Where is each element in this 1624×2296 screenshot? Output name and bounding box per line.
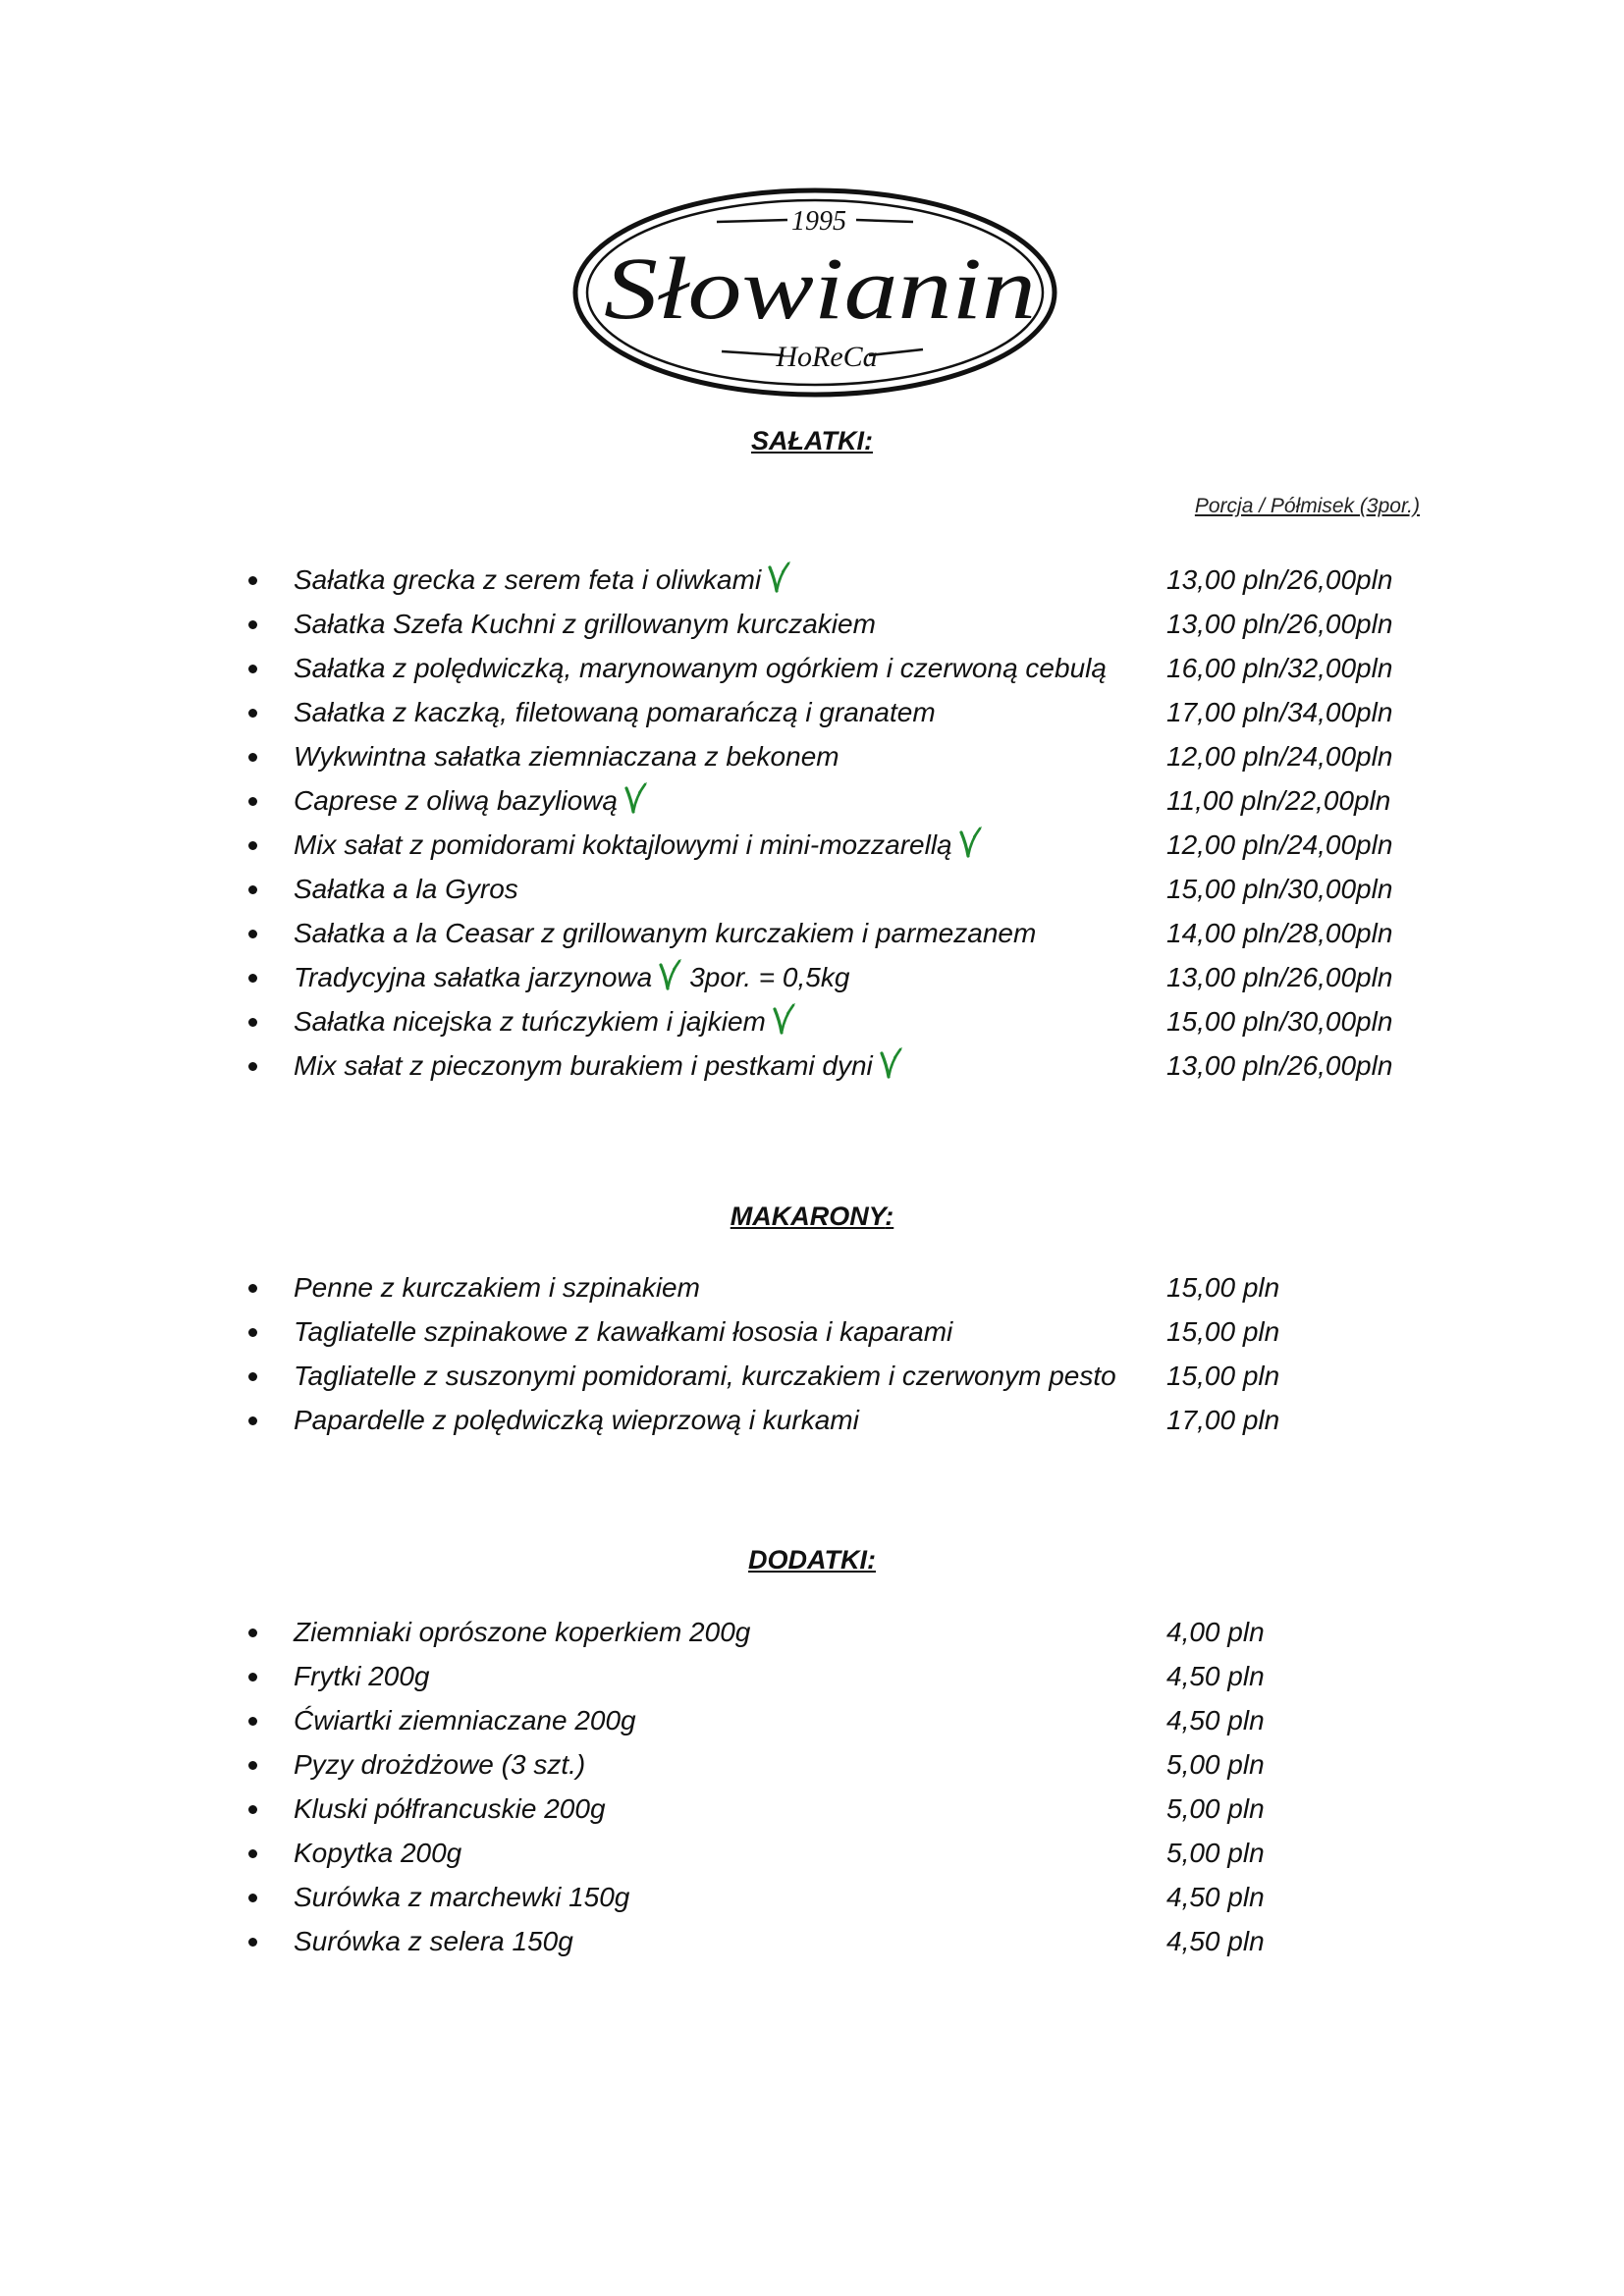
vegetarian-leaf-icon	[877, 1045, 904, 1079]
menu-item-name-wrap	[294, 1698, 636, 1742]
menu-item-name-wrap	[294, 690, 936, 734]
salads-price-column-header: Porcja / Półmisek (3por.)	[1194, 495, 1420, 517]
menu-item-price: 11,00 pln/22,00pln	[1166, 785, 1391, 816]
menu-item-price: 17,00 pln/34,00pln	[1166, 697, 1393, 727]
menu-item-name-wrap	[294, 911, 1036, 955]
menu-item-name-wrap	[294, 558, 792, 602]
menu-item-name-wrap	[294, 1610, 750, 1654]
menu-item-name: Sałatka z polędwiczką, marynowanym ogórkiem i czerwoną cebulą	[294, 653, 1107, 683]
menu-item-name-wrap	[294, 1742, 585, 1787]
vegetarian-leaf-icon	[956, 825, 984, 858]
bullet-icon	[248, 1284, 257, 1293]
menu-item	[0, 1309, 1624, 1354]
logo-name: Słowianin	[604, 240, 1036, 338]
menu-item-price: 13,00 pln/26,00pln	[1166, 609, 1393, 639]
sides-list	[0, 1610, 1624, 1963]
bullet-icon	[248, 1629, 257, 1637]
menu-item-name-wrap	[294, 1875, 629, 1919]
menu-item-price: 13,00 pln/26,00pln	[1166, 564, 1393, 595]
menu-item-name: Frytki 200g	[294, 1661, 430, 1691]
menu-item-name-wrap	[294, 999, 797, 1043]
menu-item-name-wrap	[294, 1787, 606, 1831]
bullet-icon	[248, 1416, 257, 1425]
sides-title-colon: :	[867, 1545, 876, 1575]
menu-item-price: 15,00 pln/30,00pln	[1166, 1006, 1393, 1037]
menu-item	[0, 1043, 1624, 1088]
menu-item-name: Sałatka a la Ceasar z grillowanym kurczakiem i parmezanem	[294, 918, 1037, 948]
menu-item	[0, 1742, 1624, 1787]
menu-item-price: 17,00 pln	[1166, 1405, 1280, 1435]
bullet-icon	[248, 1717, 257, 1726]
menu-item	[0, 778, 1624, 823]
menu-item-name-wrap	[294, 823, 984, 867]
pasta-title: MAKARONY	[730, 1201, 886, 1231]
vegetarian-leaf-icon	[770, 1001, 797, 1035]
menu-item-name: Papardelle z polędwiczką wieprzową i kurkami	[294, 1405, 859, 1435]
menu-item	[0, 823, 1624, 867]
menu-item-name: Surówka z marchewki 150g	[294, 1882, 630, 1912]
menu-item-name-wrap	[294, 1354, 1116, 1398]
menu-item-name: Sałatka Szefa Kuchni z grillowanym kurczakiem	[294, 609, 876, 639]
menu-item	[0, 602, 1624, 646]
menu-item-price: 15,00 pln	[1166, 1316, 1280, 1347]
menu-item-portion-note: 3por. = 0,5kg	[689, 962, 850, 992]
menu-item-name-wrap	[294, 778, 649, 823]
menu-item-name-wrap	[294, 646, 1107, 690]
bullet-icon	[248, 620, 257, 629]
bullet-icon	[248, 709, 257, 718]
bullet-icon	[248, 797, 257, 806]
menu-item	[0, 734, 1624, 778]
menu-item-name: Kluski półfrancuskie 200g	[294, 1793, 606, 1824]
menu-item-name: Tagliatelle z suszonymi pomidorami, kurczakiem i czerwonym pesto	[294, 1361, 1116, 1391]
bullet-icon	[248, 1849, 257, 1858]
menu-item-name: Sałatka nicejska z tuńczykiem i jajkiem	[294, 1006, 766, 1037]
bullet-icon	[248, 974, 257, 983]
salads-heading	[0, 426, 1624, 456]
menu-item	[0, 999, 1624, 1043]
bullet-icon	[248, 665, 257, 673]
menu-item-price: 5,00 pln	[1166, 1838, 1265, 1868]
vegetarian-leaf-icon	[656, 957, 683, 990]
bullet-icon	[248, 1372, 257, 1381]
menu-item-name: Tradycyjna sałatka jarzynowa	[294, 962, 653, 992]
menu-item-name: Kopytka 200g	[294, 1838, 462, 1868]
menu-item	[0, 1919, 1624, 1963]
bullet-icon	[248, 1761, 257, 1770]
menu-item-price: 13,00 pln/26,00pln	[1166, 962, 1393, 992]
menu-item	[0, 690, 1624, 734]
bullet-icon	[248, 1062, 257, 1071]
sides-heading	[0, 1545, 1624, 1575]
menu-item-name: Sałatka grecka z serem feta i oliwkami	[294, 564, 762, 595]
pasta-heading	[0, 1201, 1624, 1232]
menu-item	[0, 1654, 1624, 1698]
menu-item-name-wrap	[294, 1919, 573, 1963]
menu-item-price: 15,00 pln	[1166, 1361, 1280, 1391]
menu-item	[0, 1398, 1624, 1442]
menu-item-name-wrap	[294, 867, 518, 911]
menu-item	[0, 1831, 1624, 1875]
bullet-icon	[248, 1328, 257, 1337]
menu-item	[0, 911, 1624, 955]
menu-item-name: Penne z kurczakiem i szpinakiem	[294, 1272, 700, 1303]
menu-item-price: 15,00 pln	[1166, 1272, 1280, 1303]
menu-item-price: 5,00 pln	[1166, 1749, 1265, 1780]
logo-year: 1995	[791, 206, 846, 237]
menu-item-price: 13,00 pln/26,00pln	[1166, 1050, 1393, 1081]
bullet-icon	[248, 576, 257, 585]
menu-item-name: Wykwintna sałatka ziemniaczana z bekonem	[294, 741, 839, 772]
menu-item-name-wrap	[294, 734, 839, 778]
vegetarian-leaf-icon	[765, 560, 792, 593]
menu-item-name: Sałatka a la Gyros	[294, 874, 518, 904]
menu-item-name: Mix sałat z pomidorami koktajlowymi i mini-mozzarellą	[294, 829, 952, 860]
menu-item-price: 4,00 pln	[1166, 1617, 1265, 1647]
bullet-icon	[248, 1805, 257, 1814]
menu-item-name: Sałatka z kaczką, filetowaną pomarańczą i granatem	[294, 697, 936, 727]
menu-item-price: 5,00 pln	[1166, 1793, 1265, 1824]
menu-item	[0, 646, 1624, 690]
menu-item-name: Surówka z selera 150g	[294, 1926, 573, 1956]
menu-item-price: 16,00 pln/32,00pln	[1166, 653, 1393, 683]
sides-title: DODATKI	[748, 1545, 867, 1575]
bullet-icon	[248, 1938, 257, 1947]
bullet-icon	[248, 753, 257, 762]
menu-item-name-wrap	[294, 955, 849, 999]
pasta-title-colon: :	[885, 1201, 894, 1231]
menu-item-name-wrap	[294, 1043, 904, 1088]
menu-item	[0, 1787, 1624, 1831]
logo-emblem	[569, 185, 1060, 400]
menu-item	[0, 558, 1624, 602]
menu-item	[0, 1354, 1624, 1398]
menu-item	[0, 1875, 1624, 1919]
pasta-list	[0, 1265, 1624, 1442]
bullet-icon	[248, 1673, 257, 1682]
menu-item-name: Mix sałat z pieczonym burakiem i pestkami dyni	[294, 1050, 873, 1081]
bullet-icon	[248, 841, 257, 850]
logo-tagline: HoReCa	[776, 341, 878, 373]
menu-item	[0, 955, 1624, 999]
bullet-icon	[248, 930, 257, 938]
menu-item	[0, 1610, 1624, 1654]
menu-item-price: 15,00 pln/30,00pln	[1166, 874, 1393, 904]
menu-item-price: 4,50 pln	[1166, 1882, 1265, 1912]
menu-item-name: Caprese z oliwą bazyliową	[294, 785, 618, 816]
menu-item-name-wrap	[294, 1265, 700, 1309]
menu-item-price: 4,50 pln	[1166, 1661, 1265, 1691]
bullet-icon	[248, 1018, 257, 1027]
menu-item-price: 14,00 pln/28,00pln	[1166, 918, 1393, 948]
menu-item-name-wrap	[294, 1831, 461, 1875]
bullet-icon	[248, 1894, 257, 1902]
menu-item-price: 4,50 pln	[1166, 1926, 1265, 1956]
menu-item-price: 12,00 pln/24,00pln	[1166, 829, 1393, 860]
salads-title-colon: :	[864, 426, 873, 455]
slowianin-logo	[569, 185, 1060, 400]
menu-item	[0, 867, 1624, 911]
menu-item-name: Ziemniaki oprószone koperkiem 200g	[294, 1617, 751, 1647]
salads-title: SAŁATKI	[751, 426, 864, 455]
menu-item-name-wrap	[294, 1398, 859, 1442]
vegetarian-leaf-icon	[622, 780, 649, 814]
menu-item-name: Tagliatelle szpinakowe z kawałkami łososia i kaparami	[294, 1316, 953, 1347]
menu-item	[0, 1698, 1624, 1742]
menu-item-price: 4,50 pln	[1166, 1705, 1265, 1735]
menu-item	[0, 1265, 1624, 1309]
bullet-icon	[248, 885, 257, 894]
menu-item-name-wrap	[294, 1654, 430, 1698]
menu-item-name-wrap	[294, 602, 876, 646]
menu-item-name-wrap	[294, 1309, 952, 1354]
menu-item-name: Pyzy drożdżowe (3 szt.)	[294, 1749, 586, 1780]
menu-item-price: 12,00 pln/24,00pln	[1166, 741, 1393, 772]
salads-list	[0, 558, 1624, 1088]
menu-item-name: Ćwiartki ziemniaczane 200g	[294, 1705, 636, 1735]
